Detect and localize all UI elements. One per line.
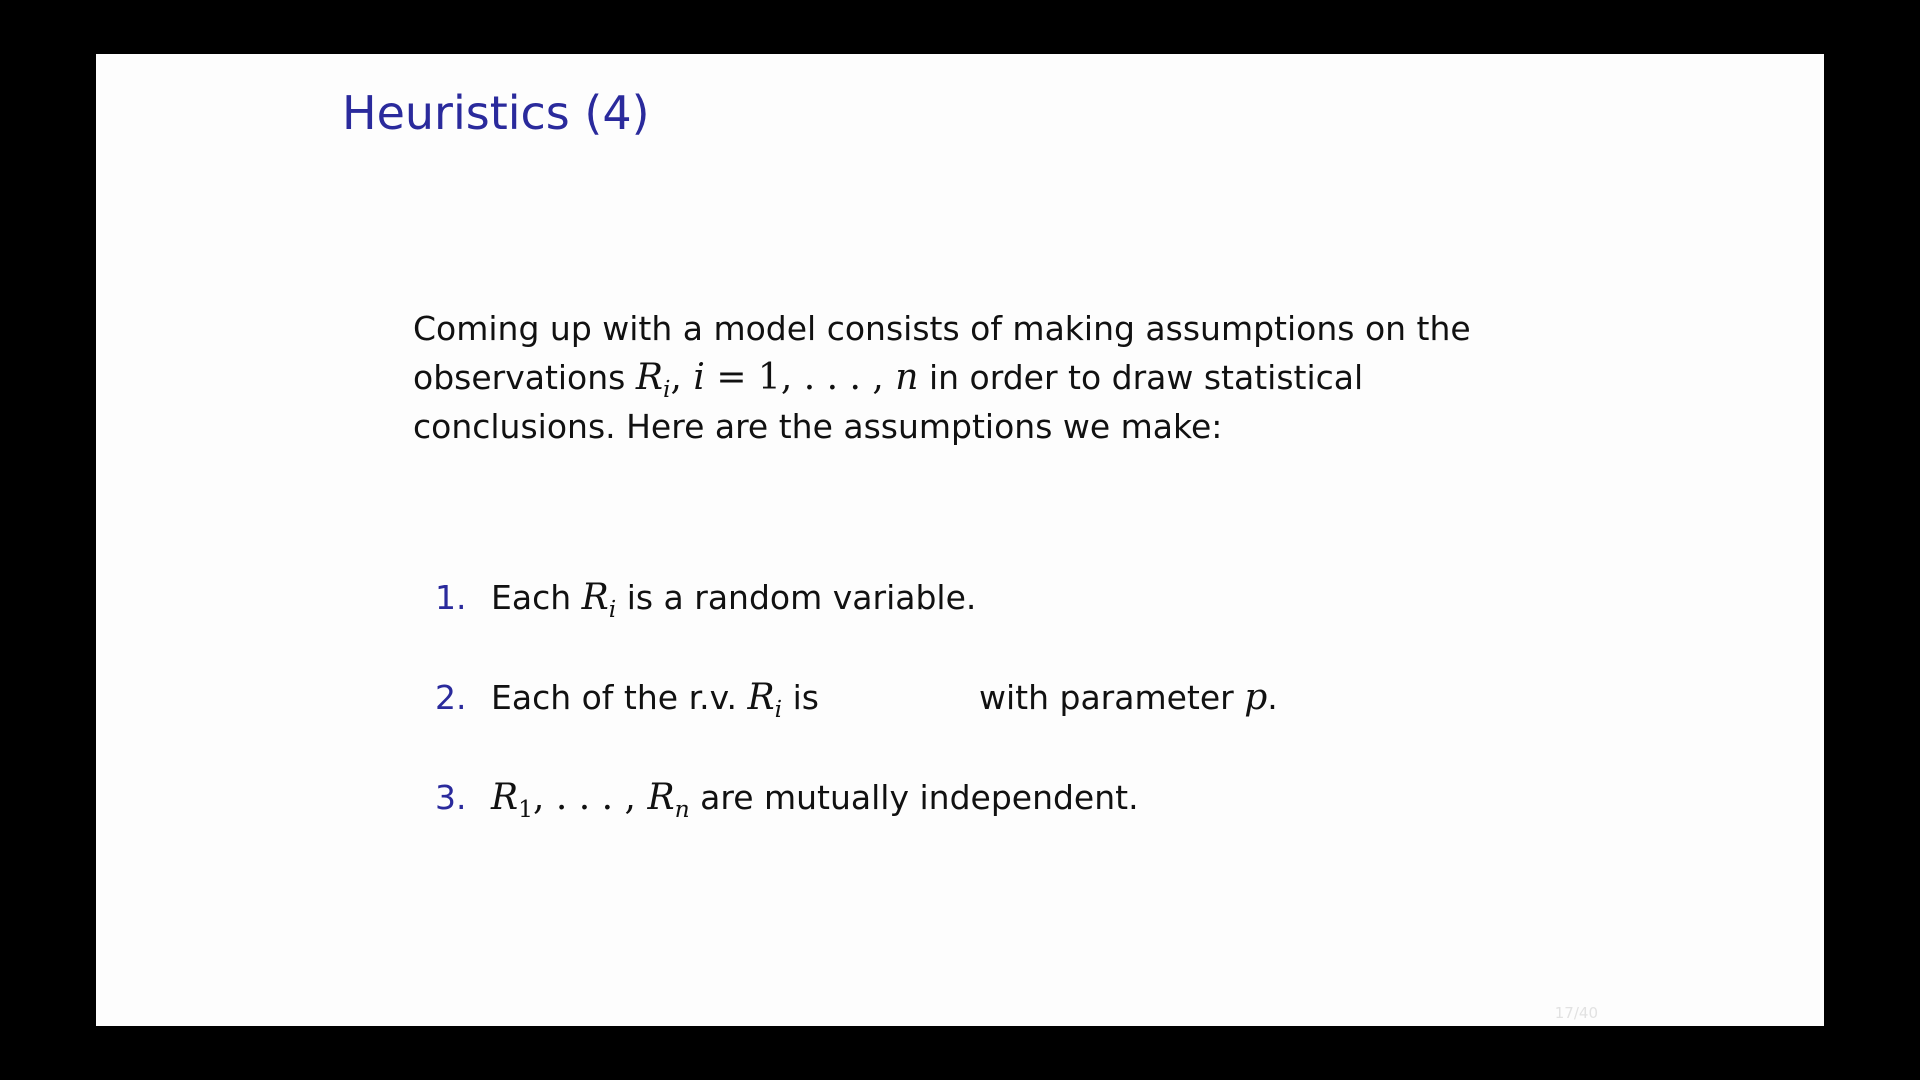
item-text (491, 776, 1139, 824)
slide (96, 54, 1824, 1026)
math-ri: $R_i$ (747, 677, 783, 724)
item-1-pre: Each (491, 578, 582, 617)
math-ri: $R_i$ (581, 577, 617, 624)
item-2-mid: is (782, 678, 819, 717)
assumption-item-3 (413, 776, 1513, 876)
intro-line-1: Coming up with a model consists of making assumptions on the (413, 309, 1471, 348)
intro-line-2-pre: observations (413, 358, 636, 397)
item-2-post: with parameter (979, 678, 1245, 717)
math-observations: $R_i$, i = 1, . . . , n (635, 357, 919, 404)
item-1-post: is a random variable. (616, 578, 977, 617)
page-number: 17/40 (1554, 1004, 1598, 1022)
item-text: Each of the r.v. $R_i$ is with parameter p. (491, 677, 1278, 724)
intro-line-3: conclusions. Here are the assumptions we make: (413, 407, 1223, 446)
item-number: 1. (435, 578, 467, 617)
intro-paragraph (413, 304, 1513, 451)
item-3-post: are mutually independent. (689, 778, 1139, 817)
intro-line-2-post: in order to draw statistical (918, 358, 1364, 397)
item-number: 2. (435, 678, 467, 717)
assumption-item-2 (413, 676, 1513, 776)
item-text (491, 576, 977, 624)
slide-body (413, 304, 1513, 824)
assumption-item-1 (413, 576, 1513, 676)
slide-title: Heuristics (4) (342, 86, 650, 140)
assumptions-list (413, 576, 1513, 876)
item-2-pre: Each of the r.v. (491, 678, 748, 717)
math-r1-rn: $R_1$, . . . , $R_n$ (491, 777, 690, 824)
item-number: 3. (435, 778, 467, 817)
math-p: p (1244, 677, 1268, 718)
intro-line-2 (413, 353, 1513, 402)
